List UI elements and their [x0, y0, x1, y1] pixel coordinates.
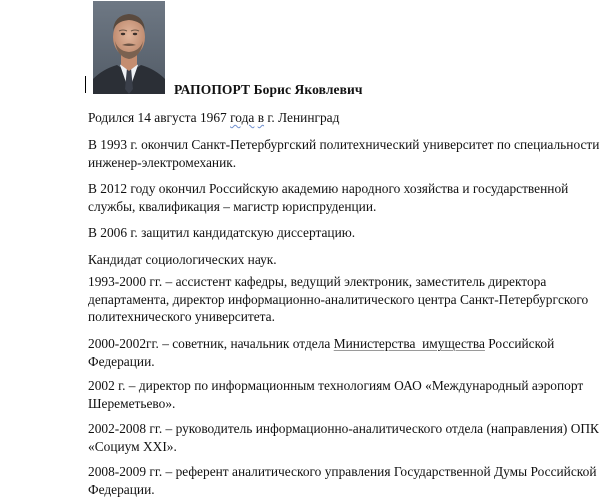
education-2012-paragraph: В 2012 году окончил Российскую академию народного хозяйства и государственной службы, квалификация – магистр юриспруденции. [88, 181, 569, 214]
career-1993-paragraph: 1993-2000 гг. – ассистент кафедры, ведущий электроник, заместитель директора департамента, директор информационно-аналитического центра Санкт-Петербургского политехнического университета. [88, 274, 589, 324]
career-2008-paragraph: 2008-2009 гг. – референт аналитического управления Государственной Думы Российской Федерации. [88, 464, 597, 497]
career-2002-paragraph: 2002 г. – директор по информационным технологиям ОАО «Международный аэропорт Шереметьево». [88, 378, 584, 411]
degree-paragraph: Кандидат социологических наук. [88, 252, 277, 267]
dissertation-paragraph: В 2006 г. защитил кандидатскую диссертацию. [88, 225, 356, 240]
grammar-underline: года [230, 110, 255, 125]
career-2000-paragraph: 2000-2002гг. – советник, начальник отдела Министерства имущества Российской Федерации. [88, 336, 555, 369]
grammar-underline: в [257, 110, 265, 125]
portrait-photo [93, 1, 165, 94]
education-1993-paragraph: В 1993 г. окончил Санкт-Петербургский политехнический университет по специальности инженер-электромеханик. [88, 137, 600, 170]
ministry-underlined-text: Министерства имущества [333, 336, 485, 351]
birth-paragraph: Родился 14 августа 1967 года в г. Ленинград [88, 110, 340, 125]
text-cursor [85, 76, 86, 93]
career-2002-2008-paragraph: 2002-2008 гг. – руководитель информационно-аналитического отдела (направления) ОПК «Социум XXI». [88, 421, 599, 454]
person-name-heading: РАПОПОРТ Борис Яковлевич [174, 82, 363, 97]
